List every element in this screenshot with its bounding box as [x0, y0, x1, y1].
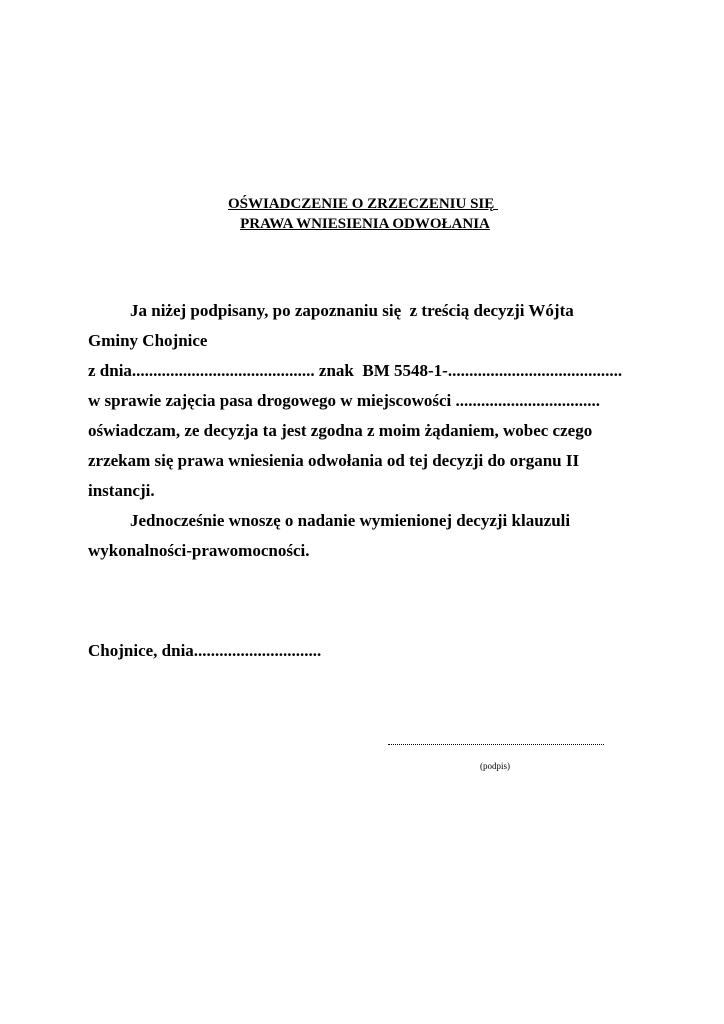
body-line: oświadczam, ze decyzja ta jest zgodna z moim żądaniem, wobec czego: [88, 421, 593, 440]
title-line-1: OŚWIADCZENIE O ZRZECZENIU SIĘ: [227, 196, 499, 212]
body-line: Jednocześnie wnoszę o nadanie wymienionej decyzji klauzuli: [130, 511, 571, 530]
declaration-body: [88, 296, 678, 566]
body-line: wykonalności-prawomocności.: [88, 541, 310, 560]
signature-label: (podpis): [480, 761, 510, 771]
body-line: zrzekam się prawa wniesienia odwołania od tej decyzji do organu II: [88, 451, 580, 470]
body-line: Ja niżej podpisany, po zapoznaniu się z treścią decyzji Wójta: [130, 301, 574, 320]
title-line-2: PRAWA WNIESIENIA ODWOŁANIA: [240, 216, 490, 232]
body-line-location: w sprawie zajęcia pasa drogowego w miejscowości ..................................: [88, 391, 600, 410]
place-date-line: Chojnice, dnia..............................: [88, 641, 322, 660]
signature-line: [388, 744, 604, 745]
body-line: Gminy Chojnice: [88, 331, 208, 350]
document-title: [0, 194, 724, 234]
body-line-date-reference: z dnia........................................... znak BM 5548-1-.........................................: [88, 361, 623, 380]
body-line: instancji.: [88, 481, 155, 500]
